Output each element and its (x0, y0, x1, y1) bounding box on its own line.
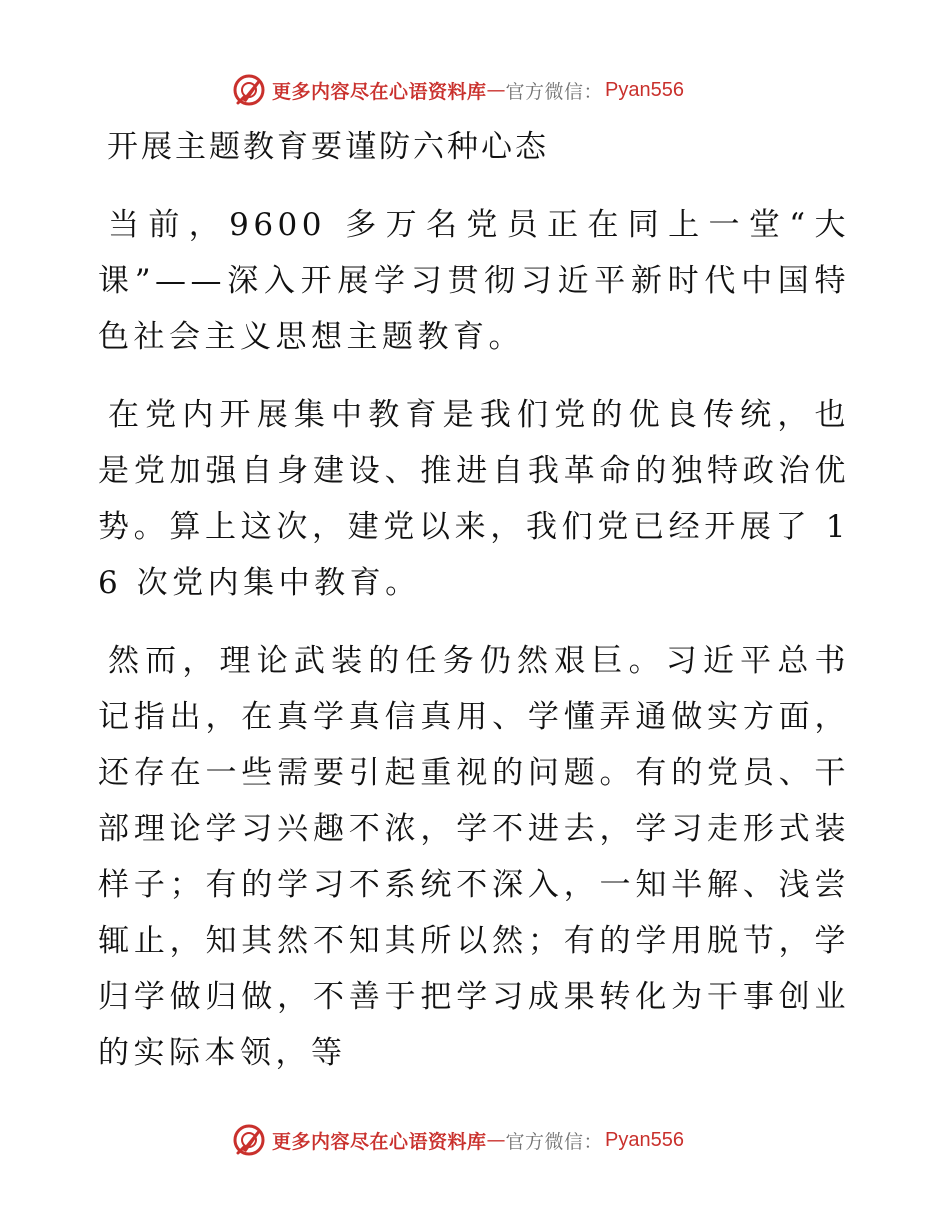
quill-logo-icon (232, 1123, 266, 1157)
watermark-site-text: 更多内容尽在心语资料库 (272, 1130, 487, 1153)
watermark-wechat-id: Pyan556 (605, 78, 684, 101)
quill-logo-icon (232, 73, 266, 107)
document-title: 开展主题教育要谨防六种心态 (107, 129, 549, 165)
paragraph (98, 387, 850, 611)
watermark-label: 官方微信： (505, 80, 604, 103)
paragraph-text: 在党内开展集中教育是我们党的优良传统，也是党加强自身建设、推进自我革命的独特政治优势。算上这次，建党以来，我们党已经开展了 16 次党内集中教育。 (98, 397, 850, 601)
paragraph (98, 197, 850, 365)
header-watermark (232, 72, 684, 108)
paragraph-text: 当前，9600 多万名党员正在同上一堂“大课”——深入开展学习贯彻习近平新时代中国特色社会主义思想主题教育。 (98, 207, 850, 355)
watermark-label: 官方微信： (505, 1130, 604, 1153)
footer-watermark (232, 1122, 684, 1158)
paragraph (98, 633, 850, 1081)
paragraph-text: 然而，理论武装的任务仍然艰巨。习近平总书记指出，在真学真信真用、学懂弄通做实方面，还存在一些需要引起重视的问题。有的党员、干部理论学习兴趣不浓，学不进去，学习走形式装样子；有的学习不系统不深入，一知半解、浅尝辄止，知其然不知其所以然；有的学用脱节，学归学做归做，不善于把学习成果转化为干事创业的实际本领，等 (98, 643, 850, 1071)
watermark-separator: — (486, 1129, 506, 1151)
watermark-wechat-id: Pyan556 (605, 1128, 684, 1151)
watermark-site-text: 更多内容尽在心语资料库 (272, 80, 487, 103)
watermark-separator: — (486, 79, 506, 101)
document-body (98, 197, 850, 1103)
